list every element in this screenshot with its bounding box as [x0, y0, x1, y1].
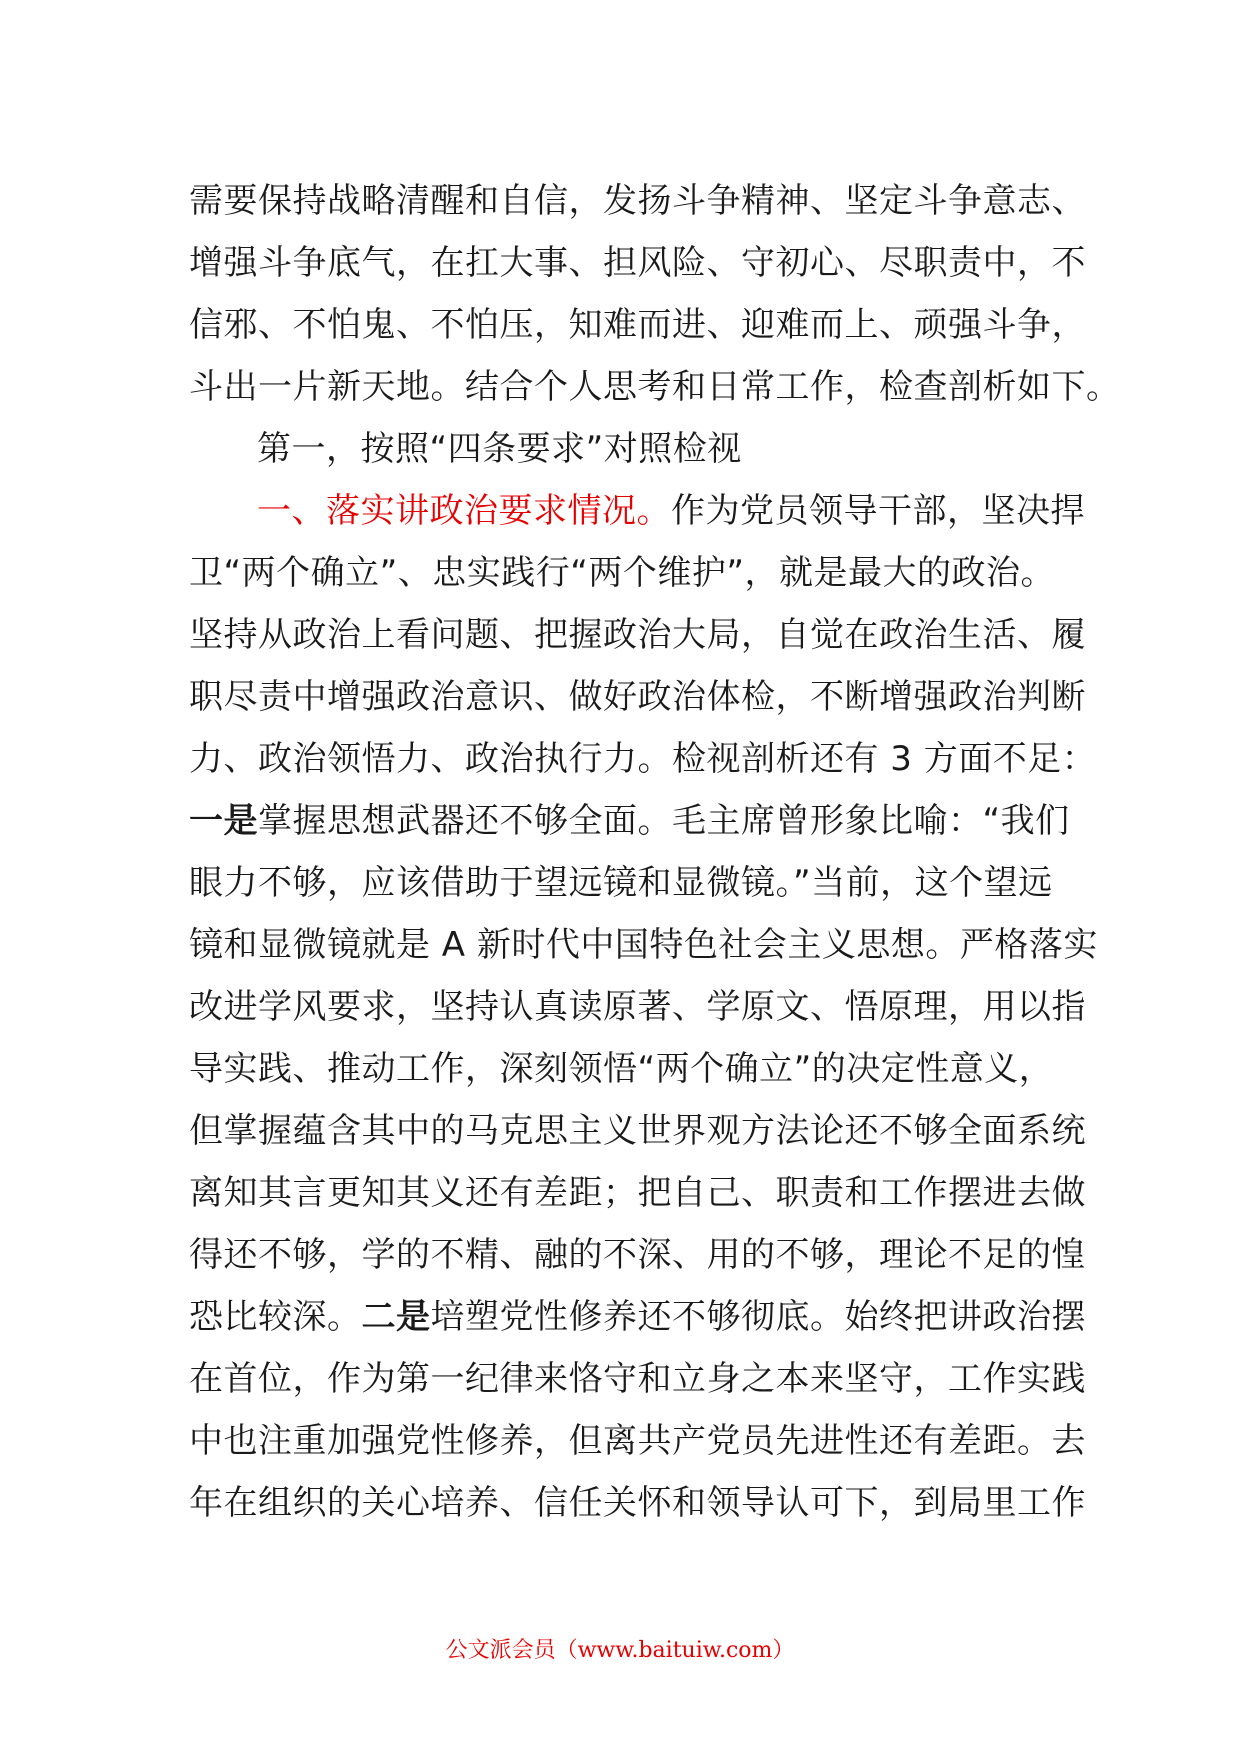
text-line: 镜和显微镜就是 A 新时代中国特色社会主义思想。严格落实: [189, 925, 1098, 965]
text-line: 中也注重加强党性修养，但离共产党员先进性还有差距。去: [189, 1421, 1086, 1461]
text-line: 力、政治领悟力、政治执行力。检视剖析还有 3 方面不足：: [189, 739, 1097, 779]
text-line: 眼力不够，应该借助于望远镜和显微镜。”当前，这个望远: [189, 863, 1053, 903]
text-line: 导实践、推动工作，深刻领悟“两个确立”的决定性意义，: [189, 1049, 1054, 1089]
text-line: 年在组织的关心培养、信任关怀和领导认可下，到局里工作: [189, 1483, 1086, 1523]
text-span: 恐比较深。: [189, 1297, 362, 1337]
section-heading: 第一，按照“四条要求”对照检视: [257, 429, 742, 469]
text-span: 培塑党性修养还不够彻底。始终把讲政治摆: [430, 1297, 1086, 1337]
text-line: [189, 790, 1079, 852]
document-body: [189, 170, 1121, 1534]
text-line: 卫“两个确立”、忠实践行“两个维护”，就是最大的政治。: [189, 553, 1055, 593]
text-line: 斗出一片新天地。结合个人思考和日常工作，检查剖析如下。: [189, 367, 1121, 407]
subsection-heading: 一、落实讲政治要求情况。: [257, 491, 671, 531]
text-line: 信邪、不怕鬼、不怕压，知难而进、迎难而上、顽强斗争，: [189, 305, 1086, 345]
text-line: [189, 1286, 1086, 1348]
text-line: 得还不够，学的不精、融的不深、用的不够，理论不足的惶: [189, 1235, 1086, 1275]
text-span: 作为党员领导干部，坚决捍: [671, 491, 1085, 531]
text-line: 增强斗争底气，在扛大事、担风险、守初心、尽职责中，不: [189, 243, 1086, 283]
text-line: 离知其言更知其义还有差距；把自己、职责和工作摆进去做: [189, 1173, 1086, 1213]
text-line: 需要保持战略清醒和自信，发扬斗争精神、坚定斗争意志、: [189, 181, 1086, 221]
footer-watermark: 公文派会员（www.baituiw.com）: [445, 1638, 795, 1663]
point-label: 二是: [361, 1297, 431, 1337]
point-label: 一是: [189, 801, 258, 841]
text-line: 改进学风要求，坚持认真读原著、学原文、悟原理，用以指: [189, 987, 1086, 1027]
text-span: 掌握思想武器还不够全面。毛主席曾形象比喻：“我们: [258, 801, 1070, 841]
text-line: 职尽责中增强政治意识、做好政治体检，不断增强政治判断: [189, 677, 1086, 717]
text-line: 坚持从政治上看问题、把握政治大局，自觉在政治生活、履: [189, 615, 1086, 655]
text-line: [189, 480, 1085, 542]
text-line: 但掌握蕴含其中的马克思主义世界观方法论还不够全面系统: [189, 1111, 1086, 1151]
text-line: 在首位，作为第一纪律来恪守和立身之本来坚守，工作实践: [189, 1359, 1086, 1399]
